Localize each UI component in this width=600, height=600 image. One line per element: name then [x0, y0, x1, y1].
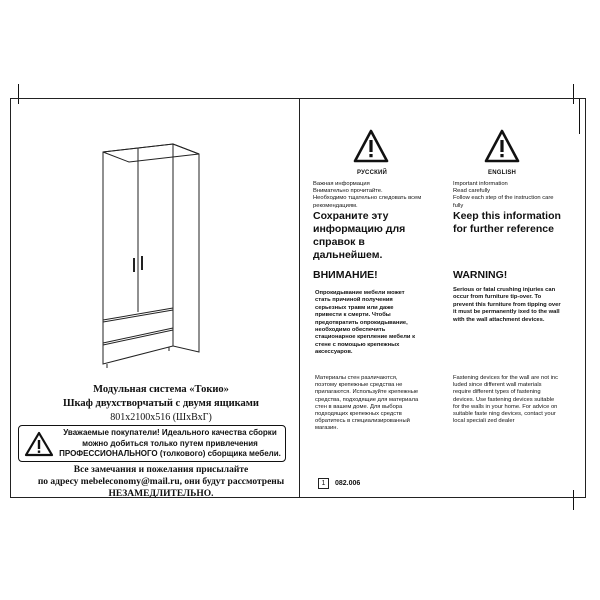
contact-line-3: НЕЗАМЕДЛИТЕЛЬНО. [108, 489, 214, 499]
russian-warning-title: ВНИМАНИЕ! [313, 269, 378, 281]
door-handle-right [141, 256, 143, 270]
russian-fasteners-text: Материалы стен различаются, поэтому крепежные средства не прилагаются. Используйте крепежные средства, подходящие для материала стен в вашем доме. Для выбора подходящих крепежных средств обратитесь в специализированный магазин. [315, 375, 419, 432]
wardrobe-illustration [95, 140, 205, 370]
contact-line-2: по адресу mebeleconomy@mail.ru, они будут рассмотрены [37, 477, 285, 487]
english-warning-title: WARNING! [453, 269, 508, 281]
page-divider [299, 98, 300, 498]
english-keep-info: Keep this information for further reference [453, 210, 561, 235]
warning-icon-english [484, 128, 520, 168]
warning-triangle-icon [24, 431, 54, 457]
page-number: 1 [318, 478, 329, 489]
article-code: 082.006 [335, 480, 361, 487]
english-warning-text: Serious or fatal crushing injuries can occur from furniture tip-over. To prevent this furniture from tipping over it must be permanently ixed to the wall with the wall attachment devices. [453, 287, 561, 323]
door-handle-left [133, 258, 135, 272]
language-label-russian: РУССКИЙ [357, 170, 388, 176]
product-title: Модульная система «Токио» [93, 384, 229, 395]
assembly-notice [18, 425, 286, 462]
warning-icon-russian [353, 128, 389, 168]
product-dimensions: 801x2100x516 (ШхВхГ) [110, 412, 212, 423]
english-important-text: Important information Read carefully Follow each step of the instruction care fully [453, 181, 554, 209]
russian-warning-text: Опрокидывание мебели может стать причиной получения серьезных травм или даже привести к смерти. Чтобы предотвратить опрокидывание, необходимо обеспечить стационарное крепление мебели к стене с помощью крепежных аксессуаров. [315, 290, 415, 356]
notice-text: Уважаемые покупатели! Идеального качества сборки можно добиться только путем привлечения ПРОФЕССИОНАЛЬНОГО (толкового) сборщика мебели. [59, 428, 281, 458]
language-label-english: ENGLISH [488, 170, 517, 176]
russian-keep-info: Сохраните эту информацию для справок в дальнейшем. [313, 210, 406, 261]
russian-important-text: Важная информация Внимательно прочитайте. Необходимо тщательно следовать всем рекомендациям. [313, 181, 422, 209]
english-fasteners-text: Fastening devices for the wall are not inc luded since different wall materials require different types of fastening devices. Use fastening devices suitable for the walls in your home. For advice on suitable faste ning devices, contact your local speciali zed dealer [453, 375, 559, 425]
product-subtitle: Шкаф двухстворчатый с двумя ящиками [63, 398, 259, 409]
contact-line-1: Все замечания и пожелания присылайте [73, 465, 249, 475]
